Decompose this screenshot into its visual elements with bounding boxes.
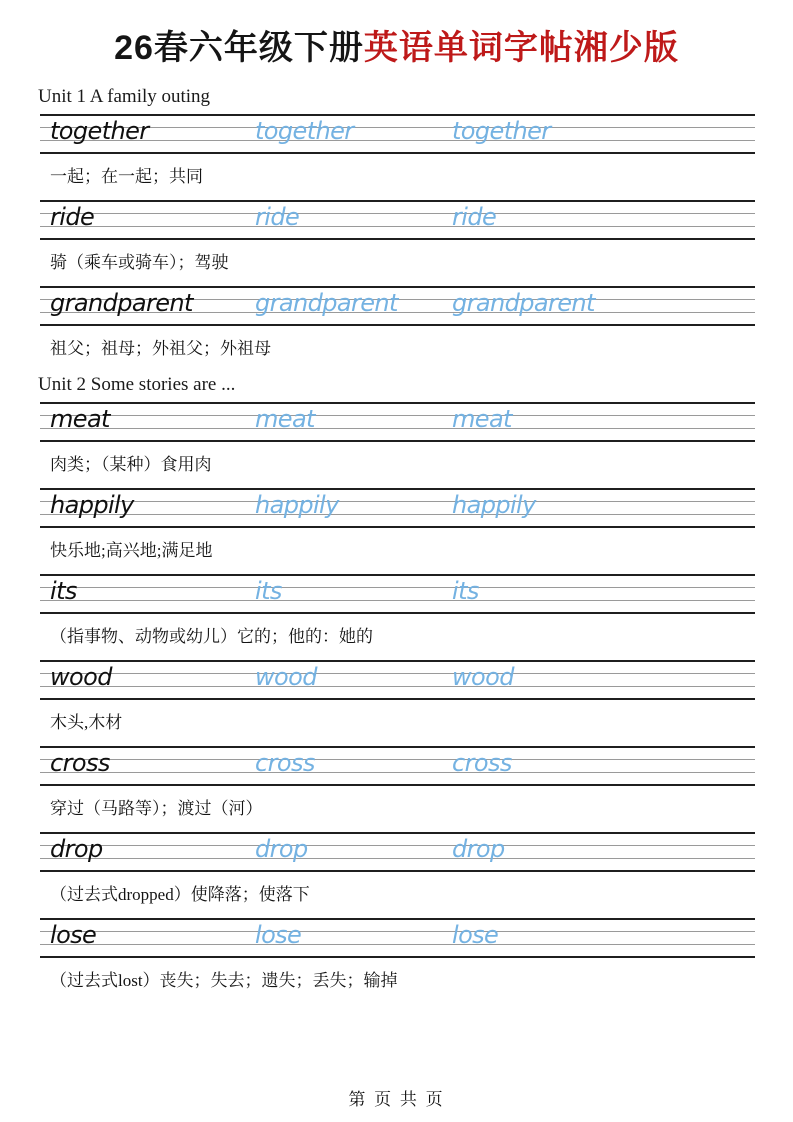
page-title-black-part: 26春六年级下册 <box>114 29 364 67</box>
word-trace-copy: cross <box>452 749 512 777</box>
word-trace-copy: happily <box>255 491 339 519</box>
word-trace-copy: ride <box>452 203 497 231</box>
guide-line-bottom <box>40 324 755 326</box>
word-trace-copy: its <box>452 577 479 605</box>
guide-line-mid-lower <box>40 600 755 601</box>
guide-line-mid-lower <box>40 772 755 773</box>
word-meaning: （指事物、动物或幼儿）它的；他的：她的 <box>50 627 373 646</box>
guide-line-bottom <box>40 152 755 154</box>
unit-heading-2: Unit 2 Some stories are ... <box>38 374 236 395</box>
practice-band-grandparent <box>40 286 755 326</box>
word-trace-copy: together <box>255 117 354 145</box>
practice-band-happily <box>40 488 755 528</box>
word-trace-copy: wood <box>255 663 317 691</box>
guide-line-bottom <box>40 526 755 528</box>
word-sample: drop <box>50 835 103 863</box>
guide-line-top <box>40 574 755 576</box>
word-trace-copy: grandparent <box>255 289 398 317</box>
word-meaning: 木头,木材 <box>50 713 123 732</box>
practice-band-lose <box>40 918 755 958</box>
guide-line-mid-lower <box>40 858 755 859</box>
word-trace-copy: its <box>255 577 282 605</box>
practice-band-ride <box>40 200 755 240</box>
page-title-red-part: 英语单词字帖湘少版 <box>363 29 679 67</box>
word-trace-copy: happily <box>452 491 536 519</box>
guide-line-top <box>40 488 755 490</box>
guide-line-top <box>40 660 755 662</box>
word-sample: together <box>50 117 149 145</box>
word-meaning: 肉类；（某种）食用肉 <box>50 455 212 474</box>
word-trace-copy: meat <box>255 405 315 433</box>
guide-line-bottom <box>40 956 755 958</box>
guide-line-top <box>40 832 755 834</box>
word-sample: cross <box>50 749 110 777</box>
word-sample: its <box>50 577 77 605</box>
practice-band-its <box>40 574 755 614</box>
word-sample: grandparent <box>50 289 193 317</box>
guide-line-mid-upper <box>40 415 755 416</box>
guide-line-mid-lower <box>40 428 755 429</box>
word-trace-copy: ride <box>255 203 300 231</box>
word-meaning: 一起；在一起；共同 <box>50 167 203 186</box>
guide-line-top <box>40 402 755 404</box>
worksheet-content <box>40 86 755 1004</box>
guide-line-mid-upper <box>40 759 755 760</box>
guide-line-bottom <box>40 698 755 700</box>
guide-line-bottom <box>40 440 755 442</box>
guide-line-mid-upper <box>40 213 755 214</box>
word-meaning: 骑（乘车或骑车）；驾驶 <box>50 253 229 272</box>
word-sample: meat <box>50 405 110 433</box>
guide-line-mid-lower <box>40 944 755 945</box>
guide-line-mid-upper <box>40 931 755 932</box>
guide-line-top <box>40 918 755 920</box>
word-trace-copy: meat <box>452 405 512 433</box>
word-meaning: 穿过（马路等）；渡过（河） <box>50 799 263 818</box>
guide-line-mid-upper <box>40 845 755 846</box>
page-title <box>0 0 793 70</box>
guide-line-top <box>40 746 755 748</box>
word-meaning: 快乐地;高兴地;满足地 <box>50 541 213 560</box>
word-meaning: 祖父；祖母；外祖父；外祖母 <box>50 339 271 358</box>
guide-line-mid-lower <box>40 686 755 687</box>
page-footer: 第 页 共 页 <box>348 1090 445 1109</box>
word-trace-copy: wood <box>452 663 514 691</box>
unit-heading-1: Unit 1 A family outing <box>38 86 211 107</box>
word-trace-copy: together <box>452 117 551 145</box>
word-meaning: （过去式dropped）使降落；使落下 <box>50 885 310 904</box>
word-trace-copy: lose <box>255 921 302 949</box>
guide-line-mid-upper <box>40 587 755 588</box>
guide-line-mid-upper <box>40 501 755 502</box>
practice-band-together <box>40 114 755 154</box>
word-trace-copy: drop <box>452 835 505 863</box>
guide-line-bottom <box>40 870 755 872</box>
word-sample: ride <box>50 203 95 231</box>
word-meaning: （过去式lost）丧失；失去；遗失；丢失；输掉 <box>50 971 398 990</box>
practice-band-wood <box>40 660 755 700</box>
practice-band-meat <box>40 402 755 442</box>
guide-line-mid-lower <box>40 514 755 515</box>
guide-line-bottom <box>40 612 755 614</box>
guide-line-mid-upper <box>40 673 755 674</box>
practice-band-drop <box>40 832 755 872</box>
word-sample: lose <box>50 921 97 949</box>
guide-line-top <box>40 200 755 202</box>
word-trace-copy: drop <box>255 835 308 863</box>
word-trace-copy: grandparent <box>452 289 595 317</box>
word-trace-copy: cross <box>255 749 315 777</box>
word-sample: wood <box>50 663 112 691</box>
word-trace-copy: lose <box>452 921 499 949</box>
guide-line-bottom <box>40 238 755 240</box>
guide-line-bottom <box>40 784 755 786</box>
guide-line-mid-lower <box>40 226 755 227</box>
word-sample: happily <box>50 491 134 519</box>
practice-band-cross <box>40 746 755 786</box>
